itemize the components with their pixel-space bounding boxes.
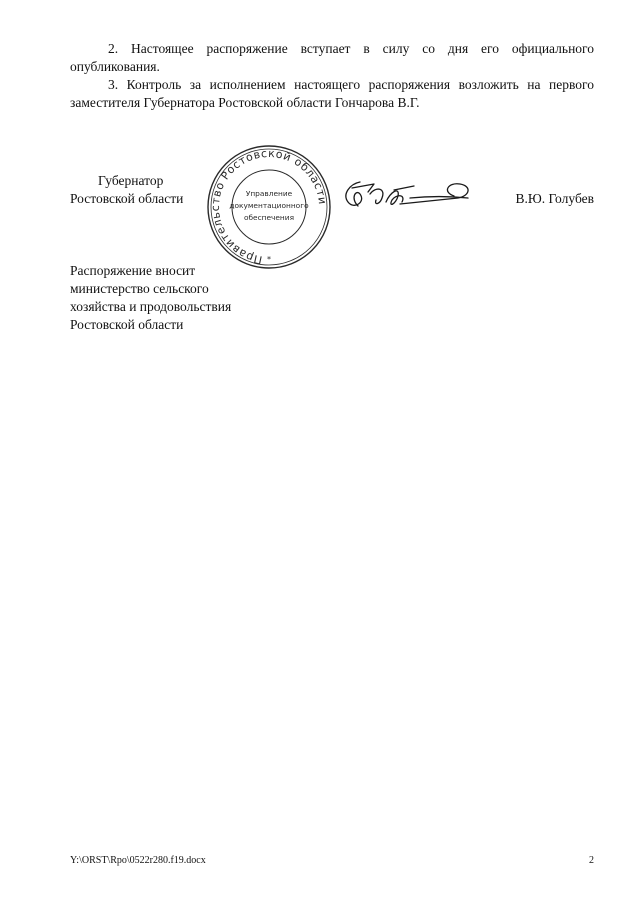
handwritten-signature-icon	[330, 172, 480, 222]
signatory-position-line2: Ростовской области	[70, 191, 184, 206]
submitted-by-line4: Ростовской области	[70, 317, 184, 332]
signatory-position-line1: Губернатор	[98, 173, 164, 188]
submitted-by-line2: министерство сельского	[70, 281, 209, 296]
paragraph-effective-date: 2. Настоящее распоряжение вступает в силу со дня его официального опубликования.	[70, 41, 594, 74]
footer-file-path: Y:\ORST\Rpo\0522r280.f19.docx	[70, 855, 206, 866]
footer-page-number: 2	[589, 855, 594, 866]
official-seal-icon	[204, 144, 334, 270]
signatory-name: В.Ю. Голубев	[515, 191, 594, 206]
seal-center-line2: документационного	[229, 201, 309, 210]
paragraph-control: 3. Контроль за исполнением настоящего распоряжения возложить на первого заместителя Губернатора Ростовской области Гончарова В.Г.	[70, 77, 594, 110]
svg-text:*: *	[267, 255, 271, 264]
signatory-position	[70, 172, 183, 208]
seal-ring-text: Правительство Ростовской области	[208, 146, 330, 267]
seal-center-line1: Управление	[245, 189, 293, 198]
submitted-by-block	[70, 262, 231, 334]
submitted-by-line3: хозяйства и продовольствия	[70, 299, 232, 314]
seal-center-line3: обеспечения	[243, 213, 295, 222]
submitted-by-line1: Распоряжение вносит	[70, 263, 196, 278]
